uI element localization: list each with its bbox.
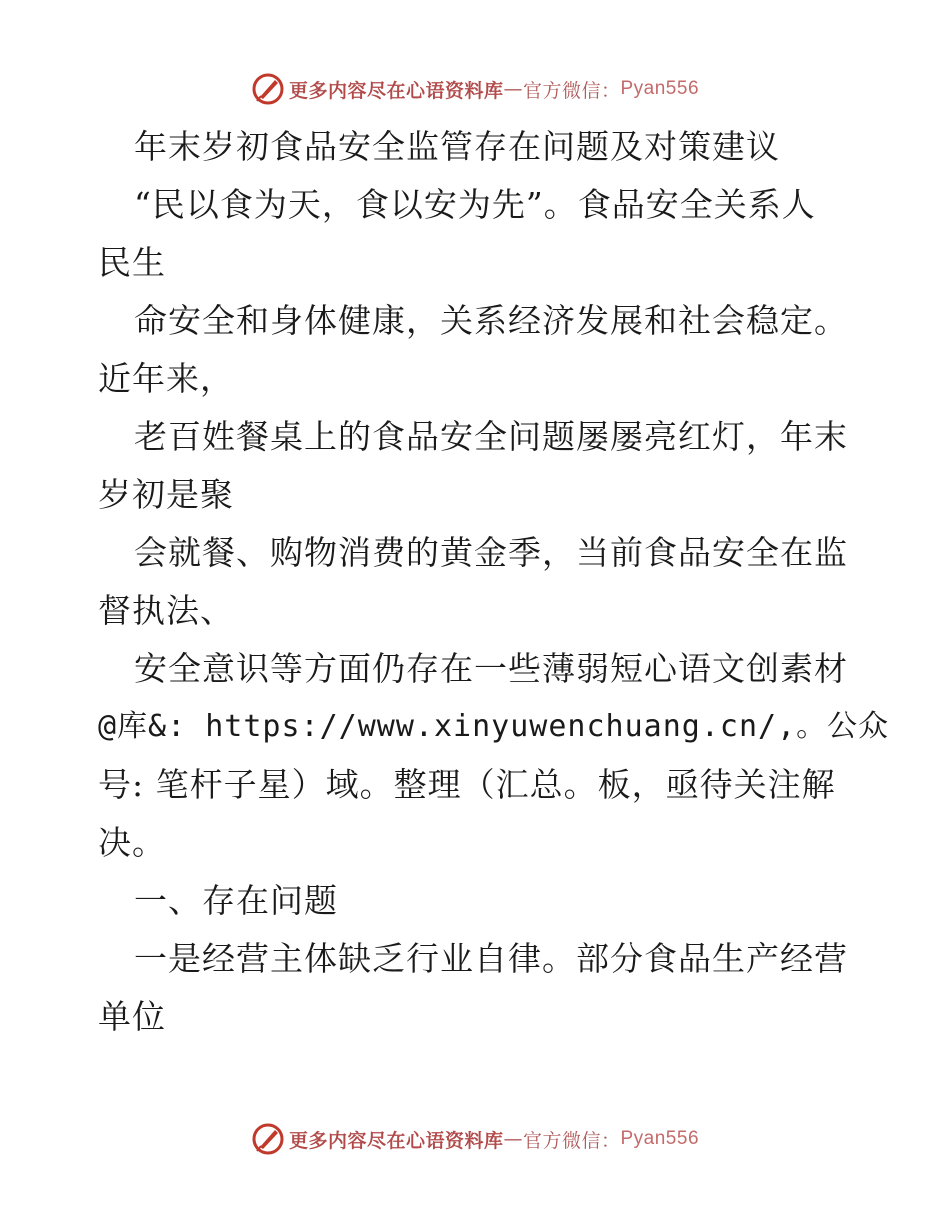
paragraph-line: 号: 笔杆子星）域。整理（汇总。板，亟待关注解 bbox=[98, 765, 836, 804]
banner-wechat-label: 官方微信： bbox=[522, 79, 621, 102]
section-heading: 一、存在问题 bbox=[134, 881, 338, 920]
document-body bbox=[98, 118, 890, 1046]
paragraph-line: 岁初是聚 bbox=[98, 475, 234, 514]
banner-separator: — bbox=[503, 1128, 523, 1150]
banner-separator: — bbox=[503, 78, 523, 100]
paragraph-line: 一是经营主体缺乏行业自律。部分食品生产经营 bbox=[134, 939, 848, 978]
header-banner bbox=[0, 72, 950, 106]
paragraph-line: 督执法、 bbox=[98, 591, 234, 630]
paragraph-line: 老百姓餐桌上的食品安全问题屡屡亮红灯，年末 bbox=[134, 417, 848, 456]
paragraph-line: 近年来， bbox=[98, 359, 234, 398]
document-title: 年末岁初食品安全监管存在问题及对策建议 bbox=[134, 127, 780, 166]
quill-logo-icon bbox=[251, 1122, 285, 1156]
paragraph-line: 决。 bbox=[98, 823, 166, 862]
banner-wechat-id: Pyan556 bbox=[620, 1128, 700, 1149]
paragraph-line: 会就餐、购物消费的黄金季，当前食品安全在监 bbox=[134, 533, 848, 572]
paragraph-line-url: @库&: https://www.xinyuwenchuang.cn/,。公众 bbox=[98, 709, 890, 744]
footer-banner bbox=[0, 1122, 950, 1156]
banner-wechat-label: 官方微信： bbox=[522, 1129, 621, 1152]
paragraph-line: “民以食为天，食以安为先”。食品安全关系人 bbox=[134, 185, 816, 224]
banner-main-text: 更多内容尽在心语资料库 bbox=[288, 79, 504, 102]
paragraph-line: 民生 bbox=[98, 243, 166, 282]
paragraph-line: 命安全和身体健康，关系经济发展和社会稳定。 bbox=[134, 301, 848, 340]
banner-wechat-id: Pyan556 bbox=[620, 78, 700, 99]
paragraph-line: 单位 bbox=[98, 997, 166, 1036]
quill-logo-icon bbox=[251, 72, 285, 106]
banner-main-text: 更多内容尽在心语资料库 bbox=[288, 1129, 504, 1152]
paragraph-line: 安全意识等方面仍存在一些薄弱短心语文创素材 bbox=[134, 649, 848, 688]
